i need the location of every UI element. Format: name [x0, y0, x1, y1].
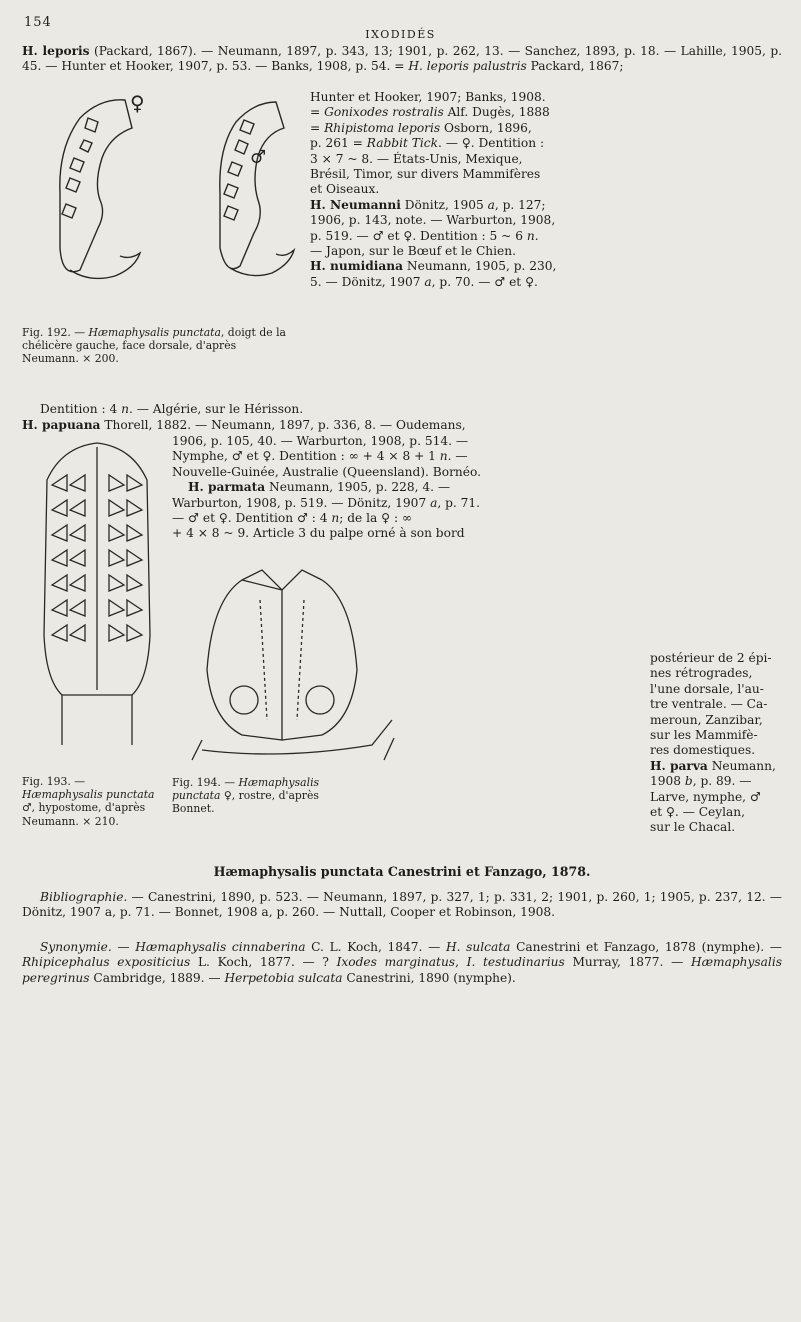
figure-192: [40, 88, 310, 313]
page-number: 154: [24, 15, 52, 30]
figure-194: [172, 560, 412, 775]
synonymy: Synonymie. — Hæmaphysalis cinnaberina C. L. Koch, 1847. — H. sulcata Canestrini et Fanzago, 1878 (nymphe). — Rhipicephalus expositicius L. Koch, 1877. — ? Ixodes marginatus, I. testudinarius Murray, 1877. — Hæmaphysalis peregrinus Cambridge, 1889. — Herpetobia sulcata Canestrini, 1890 (nymphe).: [22, 940, 782, 985]
parmata-continued: postérieur de 2 épi- nes rétrogrades, l'une dorsale, l'au- tre ventrale. — Ca- meroun, Zanzibar, sur les Mammifè- res domestiques. H. parva Neumann, 1908 b, p. 89. — Larve, nymphe, ♂ et ♀. — Ceylan, sur le Chacal.: [650, 651, 784, 836]
leporis-paragraph: H. leporis (Packard, 1867). — Neumann, 1897, p. 343, 13; 1901, p. 262, 13. — Sanchez, 1893, p. 18. — Lahille, 1905, p. 45. — Hunter et Hooker, 1907, p. 53. — Banks, 1908, p. 54. = H. leporis palustris Packard, 1867;: [22, 44, 783, 74]
species-leporis: H. leporis: [22, 44, 90, 58]
species-parva: H. parva Neumann,: [650, 758, 776, 773]
female-symbol: ♀: [130, 91, 145, 115]
male-symbol: ♂: [250, 147, 267, 168]
section-title: Hæmaphysalis punctata Canestrini et Fanzago, 1878.: [213, 864, 591, 879]
leporis-continued: Hunter et Hooker, 1907; Banks, 1908. = Gonixodes rostralis Alf. Dugès, 1888 = Rhipistoma leporis Osborn, 1896, p. 261 = Rabbit Tick. — ♀. Dentition : 3 × 7 ~ 8. — États-Unis, Mexique, Brésil, Timor, sur divers Mammifères et Oiseaux. H. Neumanni Dönitz, 1905 a, p. 127; 1906, p. 143, note. — Warburton, 1908, p. 519. — ♂ et ♀. Dentition : 5 ~ 6 n. — Japon, sur le Bœuf et le Chien. H. numidiana Neumann, 1905, p. 230, 5. — Dönitz, 1907 a, p. 70. — ♂ et ♀.: [310, 90, 785, 290]
numidiana-dentition: Dentition : 4 n. — Algérie, sur le Hérisson.: [40, 402, 304, 416]
species-neumanni: H. Neumanni Dönitz, 1905 a, p. 127;: [310, 197, 546, 212]
rostrum-drawing: [172, 560, 412, 775]
bibliography: Bibliographie. — Canestrini, 1890, p. 523. — Neumann, 1897, p. 327, 1; p. 331, 2; 1901, p. 260, 1; 1905, p. 237, 12. — Dönitz, 1907 a, p. 71. — Bonnet, 1908 a, p. 260. — Nuttall, Cooper et Robinson, 1908.: [22, 890, 782, 920]
species-papuana: H. papuana Thorell, 1882. — Neumann, 1897, p. 336, 8. — Oudemans,: [22, 418, 466, 432]
caption-fig-194: Fig. 194. — Hæmaphysalis punctata ♀, rostre, d'après Bonnet.: [172, 776, 320, 816]
papuana-parmata-block: 1906, p. 105, 40. — Warburton, 1908, p. 514. — Nymphe, ♂ et ♀. Dentition : ∞ + 4 × 8 + 1 n. — Nouvelle-Guinée, Australie (Queensland). Bornéo. H. parmata Neumann, 1905, p. 228, 4. — Warburton, 1908, p. 519. — Dönitz, 1907 a, p. 71. — ♂ et ♀. Dentition ♂ : 4 n; de la ♀ : ∞ + 4 × 8 ~ 9. Article 3 du palpe orné à son bord: [172, 434, 784, 542]
species-parmata: H. parmata Neumann, 1905, p. 228, 4. —: [188, 480, 451, 495]
running-head: IXODIDÉS: [365, 28, 436, 41]
hypostome-drawing: [22, 435, 172, 755]
caption-fig-193: Fig. 193. — Hæmaphysalis punctata ♂, hypostome, d'après Neumann. × 210.: [22, 775, 155, 828]
chelicera-drawing: [40, 88, 310, 313]
caption-fig-192: Fig. 192. — Hæmaphysalis punctata, doigt de la chélicère gauche, face dorsale, d'après Neumann. × 200.: [22, 326, 286, 366]
figure-193: [22, 435, 172, 755]
species-numidiana: H. numidiana Neumann, 1905, p. 230,: [310, 259, 557, 274]
